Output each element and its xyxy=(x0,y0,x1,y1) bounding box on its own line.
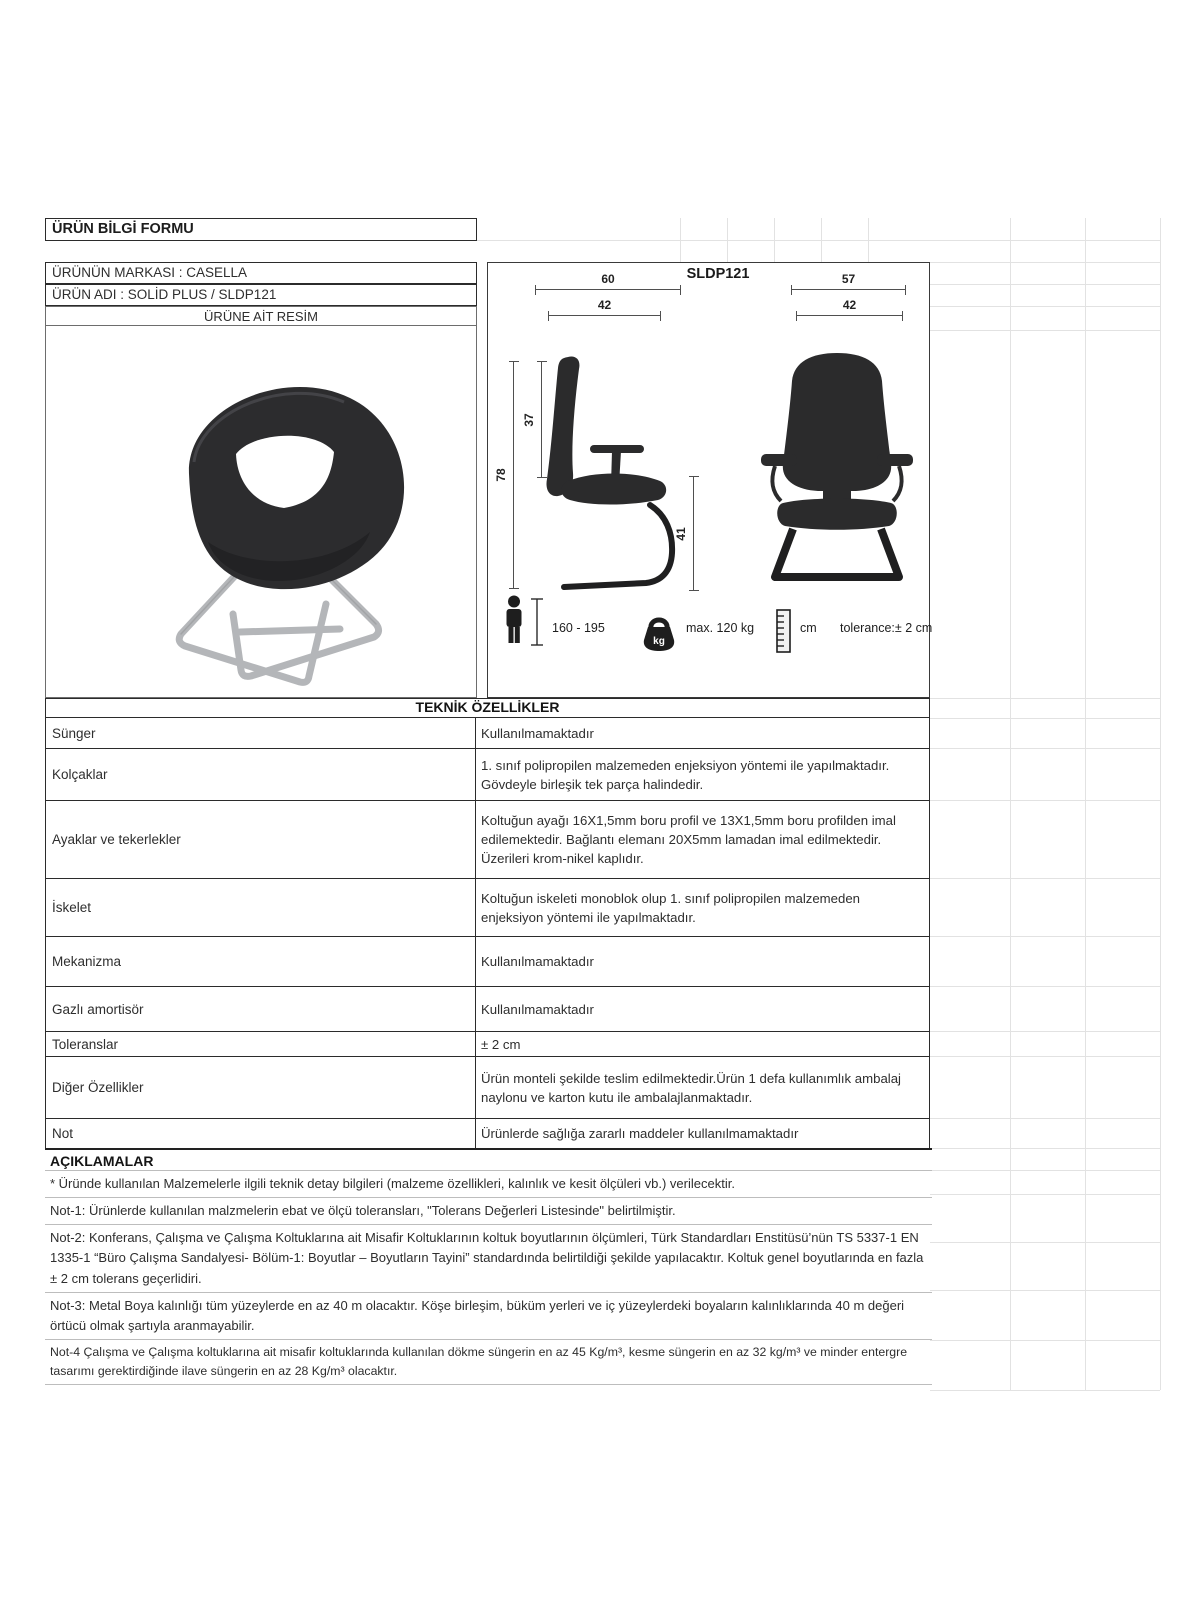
spec-value: Kullanılmamaktadır xyxy=(481,1001,594,1017)
max-weight-label: max. 120 kg xyxy=(686,621,755,635)
table-row xyxy=(46,1056,929,1118)
user-height-range: 160 - 195 xyxy=(552,621,605,635)
grid-line xyxy=(930,262,1160,263)
table-row xyxy=(46,986,929,1031)
dim-side-width-seat: 42 xyxy=(548,299,661,316)
spec-table xyxy=(45,718,930,1149)
grid-line xyxy=(930,240,1160,241)
person-height-icon xyxy=(504,595,548,653)
spec-value: Koltuğun iskeleti monoblok olup 1. sınıf polipropilen malzemeden enjeksiyon yöntemi ile yapılmaktadır. xyxy=(481,890,860,925)
spec-label: Sünger xyxy=(46,718,476,748)
model-code: SLDP121 xyxy=(686,266,750,282)
dim-front-width-top: 57 xyxy=(791,273,906,290)
spec-label: Ayaklar ve tekerlekler xyxy=(46,801,476,878)
unit-label: cm xyxy=(800,621,817,635)
grid-line xyxy=(930,936,1160,937)
grid-line xyxy=(930,1340,1160,1341)
spec-label: Not xyxy=(46,1119,476,1148)
grid-line xyxy=(930,1194,1160,1195)
dim-seat-height: 41 xyxy=(683,476,697,591)
grid-line xyxy=(930,1056,1160,1057)
spec-value: ± 2 cm xyxy=(481,1036,521,1052)
note-line: Not-4 Çalışma ve Çalışma koltuklarına ait misafir koltuklarında kullanılan dökme süngerin en az 45 Kg/m³, kesme süngerin en az 32 kg/m³ ve minder entergre tasarımı gerektirdiğinde ilave süngerin en az 28 Kg/m³ olacaktır. xyxy=(45,1339,932,1385)
spec-label: İskelet xyxy=(46,879,476,936)
grid-line xyxy=(1010,218,1011,1390)
product-photo-cell xyxy=(45,326,477,698)
grid-line xyxy=(930,306,1160,307)
chair-front-view xyxy=(753,351,921,586)
grid-line xyxy=(930,718,1160,719)
table-row xyxy=(46,748,929,800)
note-line: Not-2: Konferans, Çalışma ve Çalışma Koltuklarına ait Misafir Koltuklarının koltuk boyutlarının ölçümleri, Türk Standardları Enstitüsü’nün TS 5337-1 EN 1335-1 “Büro Çalışma Sandalyesi- Bölüm-1: Boyutlar – Boyutların Tayini” standardında belirtildiği şekilde yapılacaktır. Koltuk genel boyutlarında en fazla ± 2 cm tolerans geçerlidiri. xyxy=(45,1224,932,1291)
spec-label: Toleranslar xyxy=(46,1032,476,1056)
dim-back-height: 37 xyxy=(531,361,545,478)
grid-line xyxy=(930,1031,1160,1032)
brand-cell: ÜRÜNÜN MARKASI : CASELLA xyxy=(45,262,477,284)
product-name-cell: ÜRÜN ADI : SOLİD PLUS / SLDP121 xyxy=(45,284,477,306)
grid-line xyxy=(477,240,930,241)
chair-side-view xyxy=(546,355,691,593)
dim-front-width-seat: 42 xyxy=(796,299,903,316)
spec-table-header: TEKNİK ÖZELLİKLER xyxy=(45,698,930,718)
grid-line xyxy=(1160,218,1161,1390)
tolerance-label: tolerance:± 2 cm xyxy=(840,621,933,635)
grid-line xyxy=(930,698,1160,699)
grid-line xyxy=(930,284,1160,285)
notes-section xyxy=(45,1148,932,1385)
image-header-cell: ÜRÜNE AİT RESİM xyxy=(45,306,477,326)
table-row xyxy=(46,718,929,748)
grid-line xyxy=(930,986,1160,987)
spec-label: Kolçaklar xyxy=(46,749,476,800)
grid-line xyxy=(930,1118,1160,1119)
spec-value: Kullanılmamaktadır xyxy=(481,725,594,741)
note-line: Not-3: Metal Boya kalınlığı tüm yüzeylerde en az 40 m olacaktır. Köşe birleşim, büküm yerleri ve iç yüzeylerdeki boyaların kalınlıklarında 40 m değeri örtücü olmak şartıyla aranmayabilir. xyxy=(45,1292,932,1339)
grid-line xyxy=(930,1390,1160,1391)
grid-line xyxy=(930,1290,1160,1291)
grid-line xyxy=(930,1242,1160,1243)
dim-total-height: 78 xyxy=(503,361,517,589)
spec-value: Ürün monteli şekilde teslim edilmektedir.Ürün 1 defa kullanımlık ambalaj naylonu ve karton kutu ile ambalajlanmaktadır. xyxy=(481,1070,901,1105)
product-photo-chair xyxy=(88,332,448,692)
table-row xyxy=(46,936,929,986)
dim-side-width-top: 60 xyxy=(535,273,681,290)
spec-label: Gazlı amortisör xyxy=(46,987,476,1031)
spec-value: 1. sınıf polipropilen malzemeden enjeksiyon yöntemi ile yapılmaktadır. Gövdeyle birleşik tek parça halindedir. xyxy=(481,757,890,792)
spec-label: Diğer Özellikler xyxy=(46,1057,476,1118)
grid-line xyxy=(930,878,1160,879)
grid-line xyxy=(930,800,1160,801)
spec-label: Mekanizma xyxy=(46,937,476,986)
ruler-icon xyxy=(776,609,792,653)
table-row xyxy=(46,878,929,936)
notes-header: AÇIKLAMALAR xyxy=(45,1148,932,1170)
grid-line xyxy=(930,1148,1160,1149)
note-line: * Üründe kullanılan Malzemelerle ilgili teknik detay bilgileri (malzeme özellikleri, kalınlık ve kesit ölçüleri vb.) verilecektir. xyxy=(45,1170,932,1197)
technical-drawing-panel xyxy=(487,262,933,698)
svg-text:kg: kg xyxy=(653,636,665,647)
spec-value: Ürünlerde sağlığa zararlı maddeler kullanılmamaktadır xyxy=(481,1126,799,1141)
table-row xyxy=(46,1031,929,1056)
grid-line xyxy=(930,1170,1160,1171)
spec-value: Koltuğun ayağı 16X1,5mm boru profil ve 13X1,5mm boru profilden imal edilemektedir. Bağlantı elemanı 20X5mm lamadan imal edilmektedir. Üzerileri krom-nikel kaplıdır. xyxy=(481,813,896,866)
form-title: ÜRÜN BİLGİ FORMU xyxy=(45,218,477,241)
grid-line xyxy=(930,748,1160,749)
grid-line xyxy=(1085,218,1086,1390)
spec-value: Kullanılmamaktadır xyxy=(481,954,594,969)
note-line: Not-1: Ürünlerde kullanılan malzmelerin ebat ve ölçü toleransları, "Tolerans Değerleri Listesinde" belirtilmiştir. xyxy=(45,1197,932,1224)
table-row xyxy=(46,1118,929,1148)
table-row xyxy=(46,800,929,878)
kettlebell-weight-icon xyxy=(640,613,678,653)
grid-line xyxy=(930,330,1160,331)
